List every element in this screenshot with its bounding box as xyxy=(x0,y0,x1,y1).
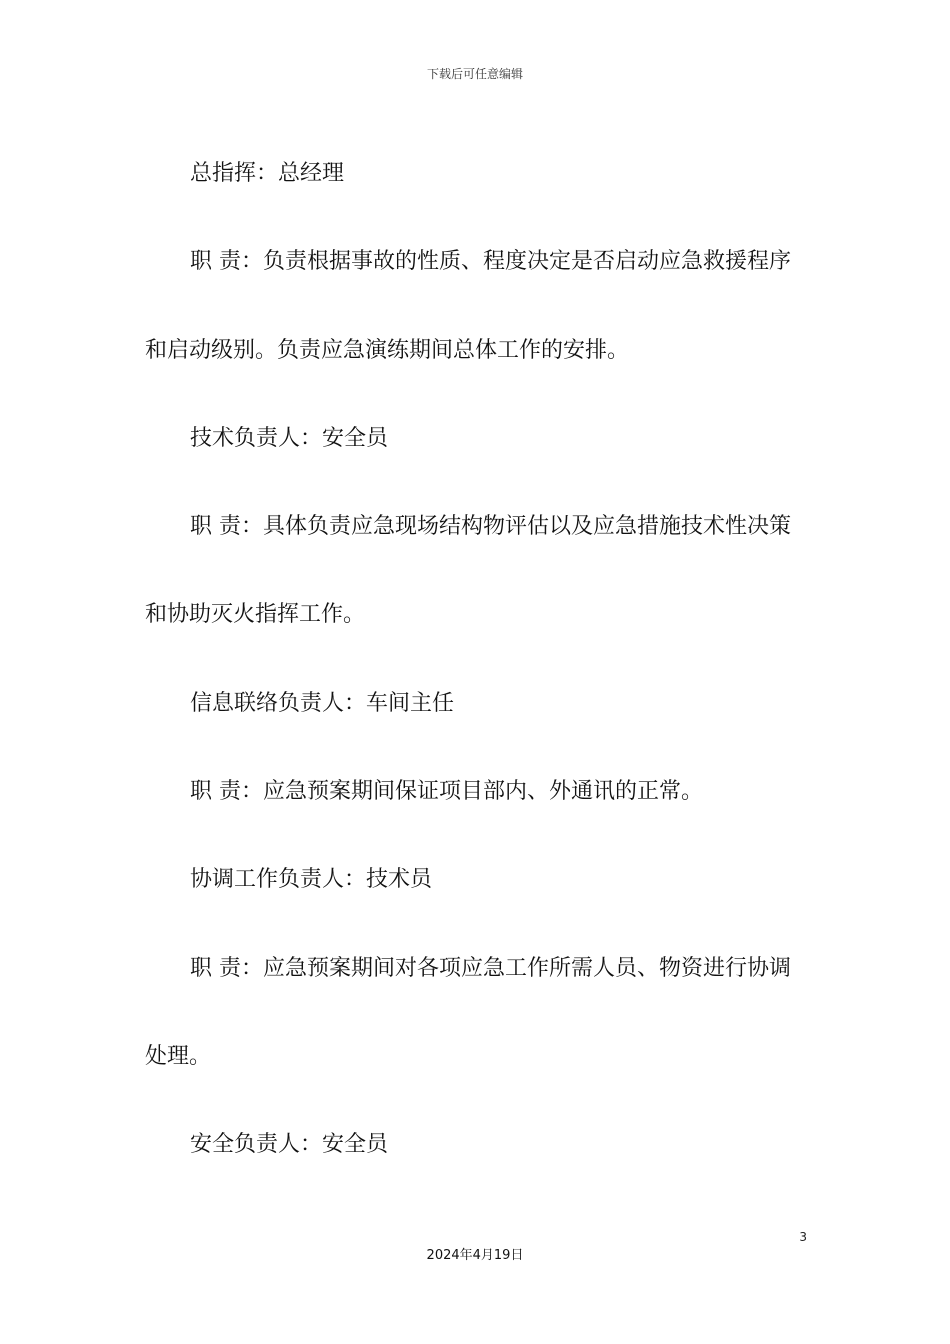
paragraph-technical-lead-duty: 职 责：具体负责应急现场结构物评估以及应急措施技术性决策和协助灭火指挥工作。 xyxy=(145,514,791,628)
page-number: 3 xyxy=(799,1230,807,1244)
paragraph-commander: 总指挥：总经理 xyxy=(190,161,345,186)
paragraph-safety-lead: 安全负责人：安全员 xyxy=(190,1132,389,1158)
document-body xyxy=(145,130,810,1190)
paragraph-coordination-lead: 协调工作负责人：技术员 xyxy=(190,867,433,893)
page-header: 下载后可任意编辑 xyxy=(426,67,523,81)
paragraph-coordination-lead-duty: 职 责：应急预案期间对各项应急工作所需人员、物资进行协调处理。 xyxy=(145,955,791,1069)
paragraph-liaison-lead: 信息联络负责人：车间主任 xyxy=(190,690,455,716)
footer-date: 2024年4月19日 xyxy=(426,1248,524,1263)
paragraph-commander-duty: 职 责：负责根据事故的性质、程度决定是否启动应急救援程序和启动级别。负责应急演练期间总体工作的安排。 xyxy=(145,249,791,363)
paragraph-technical-lead: 技术负责人：安全员 xyxy=(190,425,389,451)
paragraph-liaison-lead-duty: 职 责：应急预案期间保证项目部内、外通讯的正常。 xyxy=(190,779,703,805)
